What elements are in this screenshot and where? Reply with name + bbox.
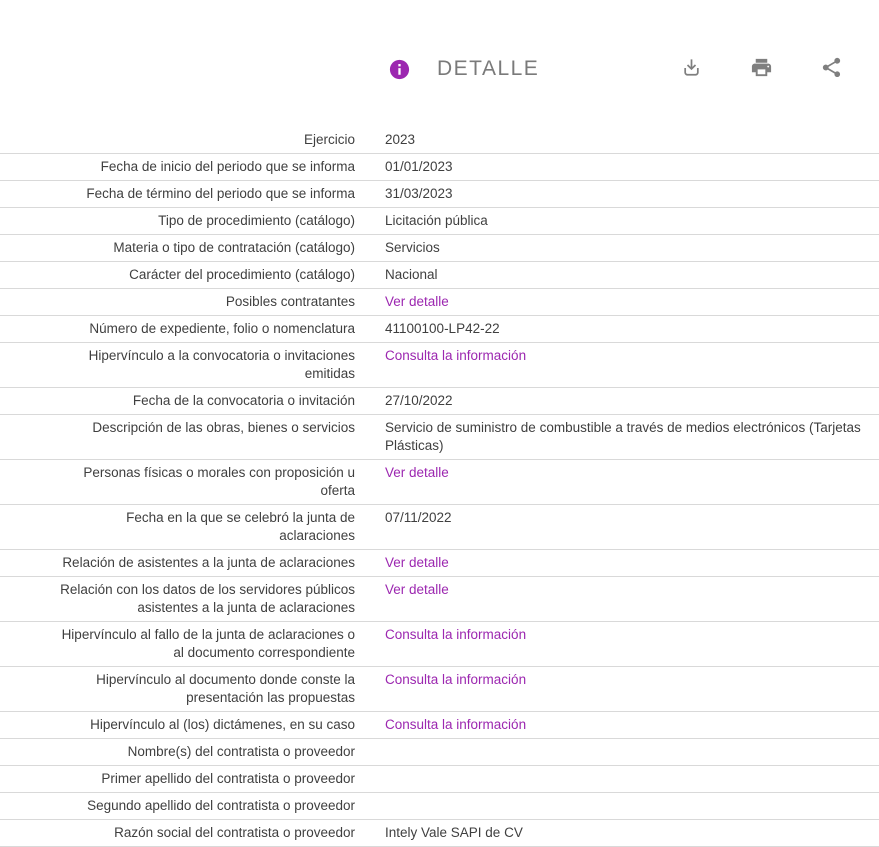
row-label: Nombre(s) del contratista o proveedor xyxy=(127,744,355,759)
print-button[interactable] xyxy=(750,58,773,81)
row-value: Licitación pública xyxy=(385,213,488,228)
table-row xyxy=(0,208,879,235)
table-row xyxy=(0,127,879,154)
row-label: Ejercicio xyxy=(303,132,355,147)
row-label: Personas físicas o morales con proposición u oferta xyxy=(83,465,355,498)
print-icon xyxy=(750,56,773,82)
table-row xyxy=(0,262,879,289)
row-label: Materia o tipo de contratación (catálogo) xyxy=(113,240,355,255)
table-row xyxy=(0,343,879,388)
row-value: 2023 xyxy=(385,132,416,147)
table-row xyxy=(0,550,879,577)
detail-table xyxy=(0,127,879,847)
table-row xyxy=(0,154,879,181)
title-group xyxy=(388,57,539,81)
row-label: Fecha en la que se celebró la junta de aclaraciones xyxy=(126,510,355,543)
row-value-link[interactable]: Consulta la información xyxy=(385,717,527,732)
table-row xyxy=(0,505,879,550)
row-label: Fecha de término del periodo que se informa xyxy=(86,186,355,201)
row-label: Fecha de inicio del periodo que se informa xyxy=(100,159,355,174)
share-button[interactable] xyxy=(820,58,843,81)
row-label: Carácter del procedimiento (catálogo) xyxy=(129,267,355,282)
row-value-link[interactable]: Consulta la información xyxy=(385,627,527,642)
row-label: Relación de asistentes a la junta de aclaraciones xyxy=(62,555,355,570)
table-row xyxy=(0,712,879,739)
row-value-link[interactable]: Ver detalle xyxy=(385,582,449,597)
row-value: 41100100-LP42-22 xyxy=(385,321,500,336)
row-label: Segundo apellido del contratista o proveedor xyxy=(87,798,355,813)
table-row xyxy=(0,667,879,712)
row-label: Relación con los datos de los servidores públicos asistentes a la junta de aclaraciones xyxy=(60,582,355,615)
row-value-link[interactable]: Ver detalle xyxy=(385,555,449,570)
row-value: 07/11/2022 xyxy=(385,510,452,525)
info-icon xyxy=(388,58,411,81)
row-label: Tipo de procedimiento (catálogo) xyxy=(158,213,355,228)
share-icon xyxy=(820,56,843,82)
row-value: 01/01/2023 xyxy=(385,159,453,174)
row-value-link[interactable]: Consulta la información xyxy=(385,672,527,687)
row-value: Servicio de suministro de combustible a través de medios electrónicos (Tarjetas Plásticas) xyxy=(385,420,861,453)
table-row xyxy=(0,415,879,460)
table-row xyxy=(0,820,879,847)
row-value: 27/10/2022 xyxy=(385,393,453,408)
table-row xyxy=(0,388,879,415)
row-label: Razón social del contratista o proveedor xyxy=(114,825,355,840)
row-value: Nacional xyxy=(385,267,438,282)
page-title: DETALLE xyxy=(437,57,540,80)
table-row xyxy=(0,766,879,793)
table-row xyxy=(0,289,879,316)
row-value: Servicios xyxy=(385,240,440,255)
row-value: 31/03/2023 xyxy=(385,186,453,201)
table-row xyxy=(0,622,879,667)
row-label: Hipervínculo a la convocatoria o invitaciones emitidas xyxy=(88,348,355,381)
row-label: Hipervínculo al documento donde conste la presentación las propuestas xyxy=(96,672,355,705)
download-button[interactable] xyxy=(680,58,703,81)
table-row xyxy=(0,235,879,262)
row-label: Hipervínculo al fallo de la junta de aclaraciones o al documento correspondiente xyxy=(61,627,355,660)
table-row xyxy=(0,739,879,766)
row-value: Intely Vale SAPI de CV xyxy=(385,825,523,840)
download-icon xyxy=(680,56,703,82)
row-label: Hipervínculo al (los) dictámenes, en su caso xyxy=(90,717,355,732)
detail-header xyxy=(0,0,879,90)
row-value-link[interactable]: Ver detalle xyxy=(385,294,449,309)
row-value-link[interactable]: Consulta la información xyxy=(385,348,527,363)
row-label: Posibles contratantes xyxy=(225,294,355,309)
row-value-link[interactable]: Ver detalle xyxy=(385,465,449,480)
table-row xyxy=(0,181,879,208)
row-label: Número de expediente, folio o nomenclatura xyxy=(89,321,355,336)
row-label: Primer apellido del contratista o proveedor xyxy=(101,771,355,786)
table-row xyxy=(0,793,879,820)
table-row xyxy=(0,316,879,343)
header-actions xyxy=(680,58,879,81)
table-row xyxy=(0,577,879,622)
table-row xyxy=(0,460,879,505)
row-label: Descripción de las obras, bienes o servicios xyxy=(92,420,355,435)
row-label: Fecha de la convocatoria o invitación xyxy=(132,393,355,408)
